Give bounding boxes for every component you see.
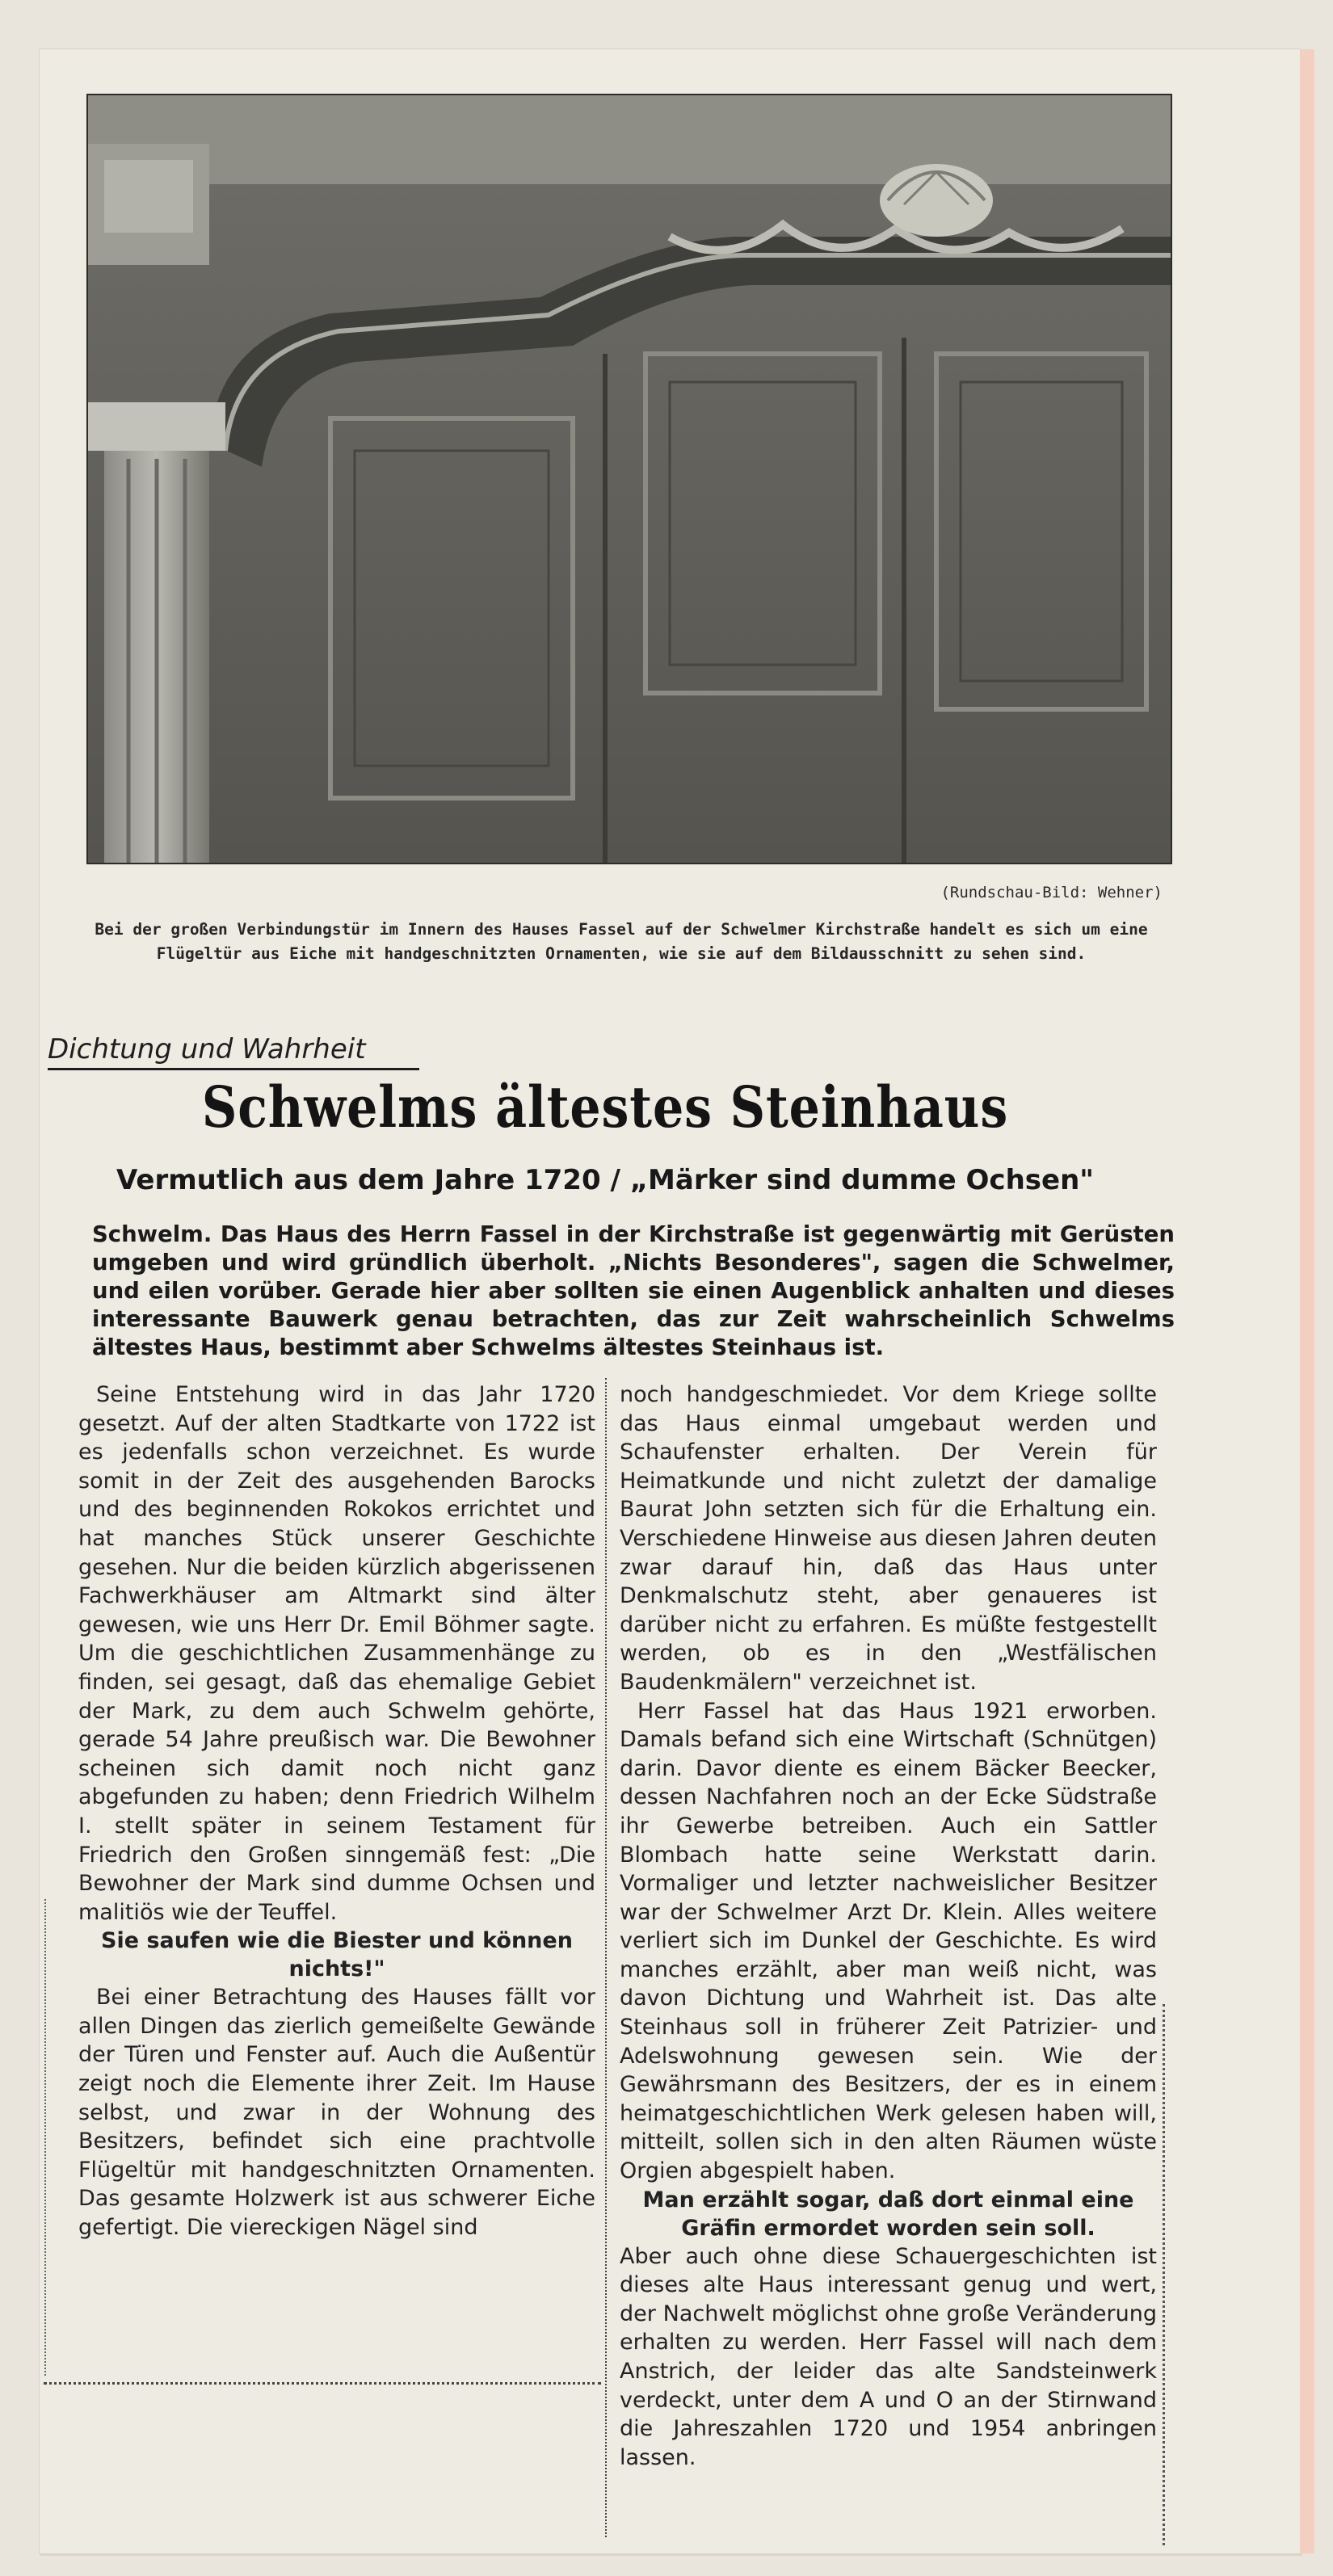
right-column	[620, 1380, 1157, 2472]
left-subhead: Sie saufen wie die Biester und können nichts!"	[101, 1928, 573, 1982]
newspaper-clipping	[39, 48, 1301, 2554]
column-divider	[605, 1378, 607, 2537]
left-paragraph-1: Seine Entstehung wird in das Jahr 1720 gesetzt. Auf der alten Stadtkarte von 1722 ist es jedenfalls schon verzeichnet. Es wurde somit in der Zeit des ausgehenden Barocks und des beginnenden Rokokos errichtet und hat manches Stück unserer Geschichte gesehen. Nur die beiden kürzlich abgerissenen Fachwerkhäuser am Altmarkt sind älter gewesen, wie uns Herr Dr. Emil Böhmer sagte. Um die geschichtlichen Zusammenhänge zu finden, sei gesagt, daß das ehemalige Gebiet der Mark, zu dem auch Schwelm gehörte, gerade 54 Jahre preußisch war. Die Bewohner scheinen sich damit noch nicht ganz abgefunden zu haben; denn Friedrich Wilhelm I. stellt später in seinem Testament für Friedrich den Großen sinngemäß fest: „Die Bewohner der Mark sind dumme Ochsen und malitiös wie der Teuffel.	[78, 1382, 595, 1925]
left-column	[78, 1380, 595, 2242]
right-paragraph-1: noch handgeschmiedet. Vor dem Kriege sollte das Haus einmal umgebaut werden und Schaufenster erhalten. Der Verein für Heimatkunde und nicht zuletzt der damalige Baurat John setzten sich für die Erhaltung ein. Verschiedene Hinweise aus diesen Jahren deuten zwar darauf hin, daß das Haus unter Denkmalschutz steht, aber genaueres ist darüber nicht zu erfahren. Es müßte festgestellt werden, ob es in den „Westfälischen Baudenkmälern" verzeichnet ist.	[620, 1382, 1157, 1695]
left-edge-rule	[44, 1899, 46, 2376]
headline: Schwelms ältestes Steinhaus	[201, 1074, 1009, 1141]
right-subhead: Man erzählt sogar, daß dort einmal eine Gräfin ermordet worden sein soll.	[642, 2187, 1134, 2241]
photo-caption: Bei der großen Verbindungstür im Innern des Hauses Fassel auf der Schwelmer Kirchstraße handelt es sich um eine Flügeltür aus Eiche mit handgeschnitzten Ornamenten, wie sie auf dem Bildausschnitt zu sehen sind.	[95, 920, 1148, 963]
left-paragraph-2: Bei einer Betrachtung des Hauses fällt vor allen Dingen das zierlich gemeißelte Gewände der Türen und Fenster auf. Auch die Außentür zeigt noch die Elemente ihrer Zeit. Im Hause selbst, und zwar in der Wohnung des Besitzers, befindet sich eine prachtvolle Flügeltür mit handgeschnitzten Ornamenten. Das gesamte Holzwerk ist aus schwerer Eiche gefertigt. Die viereckigen Nägel sind	[78, 1985, 595, 2241]
photo-credit: (Rundschau-Bild: Wehner)	[940, 884, 1163, 901]
carved-door-illustration	[88, 95, 1171, 863]
subheadline: Vermutlich aus dem Jahre 1720 / „Märker sind dumme Ochsen"	[116, 1164, 1095, 1196]
kicker-line: Dichtung und Wahrheit	[48, 1033, 419, 1070]
right-column-edge-rule	[1163, 2004, 1165, 2545]
lead-paragraph: Schwelm. Das Haus des Herrn Fassel in der Kirchstraße ist gegenwärtig mit Gerüsten umgeben und wird gründlich überholt. „Nichts Besonderes", sagen die Schwelmer, und eilen vorüber. Gerade hier aber sollten sie einen Augenblick anhalten und dieses interessante Bauwerk genau betrachten, das zur Zeit wahrscheinlich Schwelms ältestes Haus, bestimmt aber Schwelms ältestes Steinhaus ist.	[92, 1221, 1175, 1360]
backing-paper-edge	[1300, 49, 1314, 2553]
left-column-bottom-rule	[44, 2382, 601, 2385]
right-paragraph-3: Aber auch ohne diese Schauergeschichten ist dieses alte Haus interessant genug und wert, der Nachwelt möglichst ohne große Veränderung erhalten zu werden. Herr Fassel will nach dem Anstrich, der leider das alte Sandsteinwerk verdeckt, unter dem A und O an der Stirnwand die Jahreszahlen 1720 und 1954 anbringen lassen.	[620, 2243, 1157, 2470]
door-photo	[86, 94, 1172, 864]
right-paragraph-2: Herr Fassel hat das Haus 1921 erworben. Damals befand sich eine Wirtschaft (Schnütgen) darin. Davor diente es einem Bäcker Beecker, dessen Nachfahren noch an der Ecke Südstraße ihr Gewerbe betreiben. Auch ein Sattler Blombach hatte seine Werkstatt darin. Vormaliger und letzter nachweislicher Besitzer war der Schwelmer Arzt Dr. Klein. Alles weitere verliert sich im Dunkel der Geschichte. Es wird manches erzählt, aber man weiß nicht, was davon Dichtung und Wahrheit ist. Das alte Steinhaus soll in früherer Zeit Patrizier- und Adelswohnung gewesen sein. Wie der Gewährsmann des Besitzers, der es in einem heimatgeschichtlichen Werk gelesen haben will, mitteilt, sollen sich in den alten Räumen wüste Orgien abgespielt haben.	[620, 1698, 1157, 2184]
